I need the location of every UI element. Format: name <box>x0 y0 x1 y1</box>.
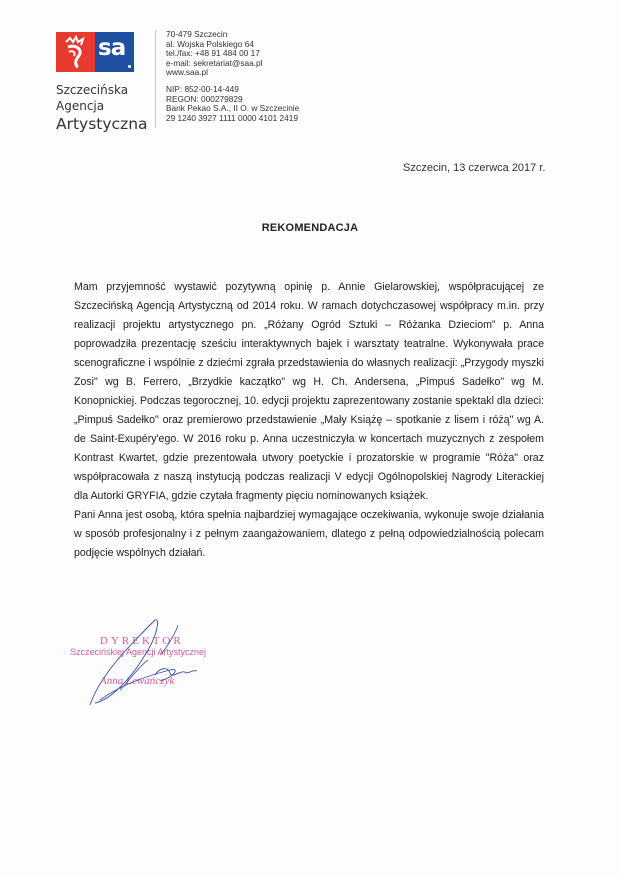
account-number-line: 29 1240 3927 1111 0000 4101 2419 <box>166 112 298 123</box>
logo-emblem <box>56 32 95 72</box>
bank-line: Bank Pekao S.A., II O. w Szczecinie <box>166 103 300 114</box>
organization-name <box>56 82 148 134</box>
stamp-title: DYREKTOR <box>100 635 184 647</box>
handwritten-signature <box>60 615 230 710</box>
letter-title: REKOMENDACJA <box>261 222 359 234</box>
signature-stamp <box>60 615 230 710</box>
org-name-line: Szczecińska <box>56 83 129 97</box>
website-line: www.saa.pl <box>166 67 208 78</box>
body-paragraph: Mam przyjemność wystawić pozytywną opinię p. Annie Gielarowskiej, współpracującej ze Szczecińską Agencją Artystyczną od 2014 roku. W ramach dotychczasowej współpracy m.in. przy realizacji projektu artystycznego pn. „Różany Ogród Sztuki – Różanka Dzieciom” p. Anna poprowadziła prezentację sześciu interaktywnych bajek i warsztaty teatralne. Wykonywała prace scenograficzne i wspólnie z dziećmi zgrała przedstawienia do własnych realizacji: „Przygody myszki Zosi" wg B. Ferrero, „Brzydkie kaczątko" wg H. Ch. Andersena, „Pimpuś Sadełko" wg M. Konopnickiej. Podczas tegorocznej, 10. edycji projektu zaprezentowany zostanie spektakl dla dzieci: „Pimpuś Sadełko" oraz premierowo przedstawienie „Mały Książę – spotkanie z lisem i różą" wg A. de Saint-Exupéry'ego. W 2016 roku p. Anna uczestniczyła w koncertach muzycznych z zespołem Kontrast Kwartet, gdzie prezentowała utwory poetyckie i prozatorskie w programie "Róża" oraz współpracowała z naszą instytucją podczas realizacji V edycji Ogólnopolskiej Nagrody Literackiej dla Autorki GRYFIA, gdzie czytała fragmenty pięciu nominowanych książek. <box>74 281 544 502</box>
logo <box>56 32 134 72</box>
logo-text-block <box>95 32 134 72</box>
address-line: 70-479 Szczecin <box>166 29 228 39</box>
org-name-line: Artystyczna <box>56 115 148 133</box>
stamp-organization: Szczecińskiej Agencji Artystycznej <box>70 647 207 657</box>
logo-text: sa <box>98 35 126 61</box>
body-paragraph: Pani Anna jest osobą, która spełnia najbardziej wymagające oczekiwania, wykonuje swoje działania w sposób profesjonalny i z pełnym zaangażowaniem, dlatego z pełną odpowiedzialnością polecam podjęcie wspólnych działań. <box>74 509 544 559</box>
address-line: al. Wojska Polskiego 64 <box>166 38 254 49</box>
header-divider <box>155 30 156 128</box>
logo-dot <box>128 65 131 68</box>
nip-line: NIP: 852-00-14-449 <box>166 83 239 94</box>
sun-sail-icon <box>56 32 95 72</box>
phone-line: tel./fax: +48 91 484 00 17 <box>166 48 260 59</box>
regon-line: REGON: 000279829 <box>166 93 243 104</box>
org-name-line: Agencja <box>56 99 105 113</box>
email-line: e-mail: sekretariat@saa.pl <box>166 57 263 68</box>
letter-date: Szczecin, 13 czerwca 2017 r. <box>403 162 546 174</box>
letter-body <box>74 278 544 563</box>
contact-block <box>166 30 299 123</box>
stamp-name: Anna Lewańczyk <box>100 675 175 687</box>
